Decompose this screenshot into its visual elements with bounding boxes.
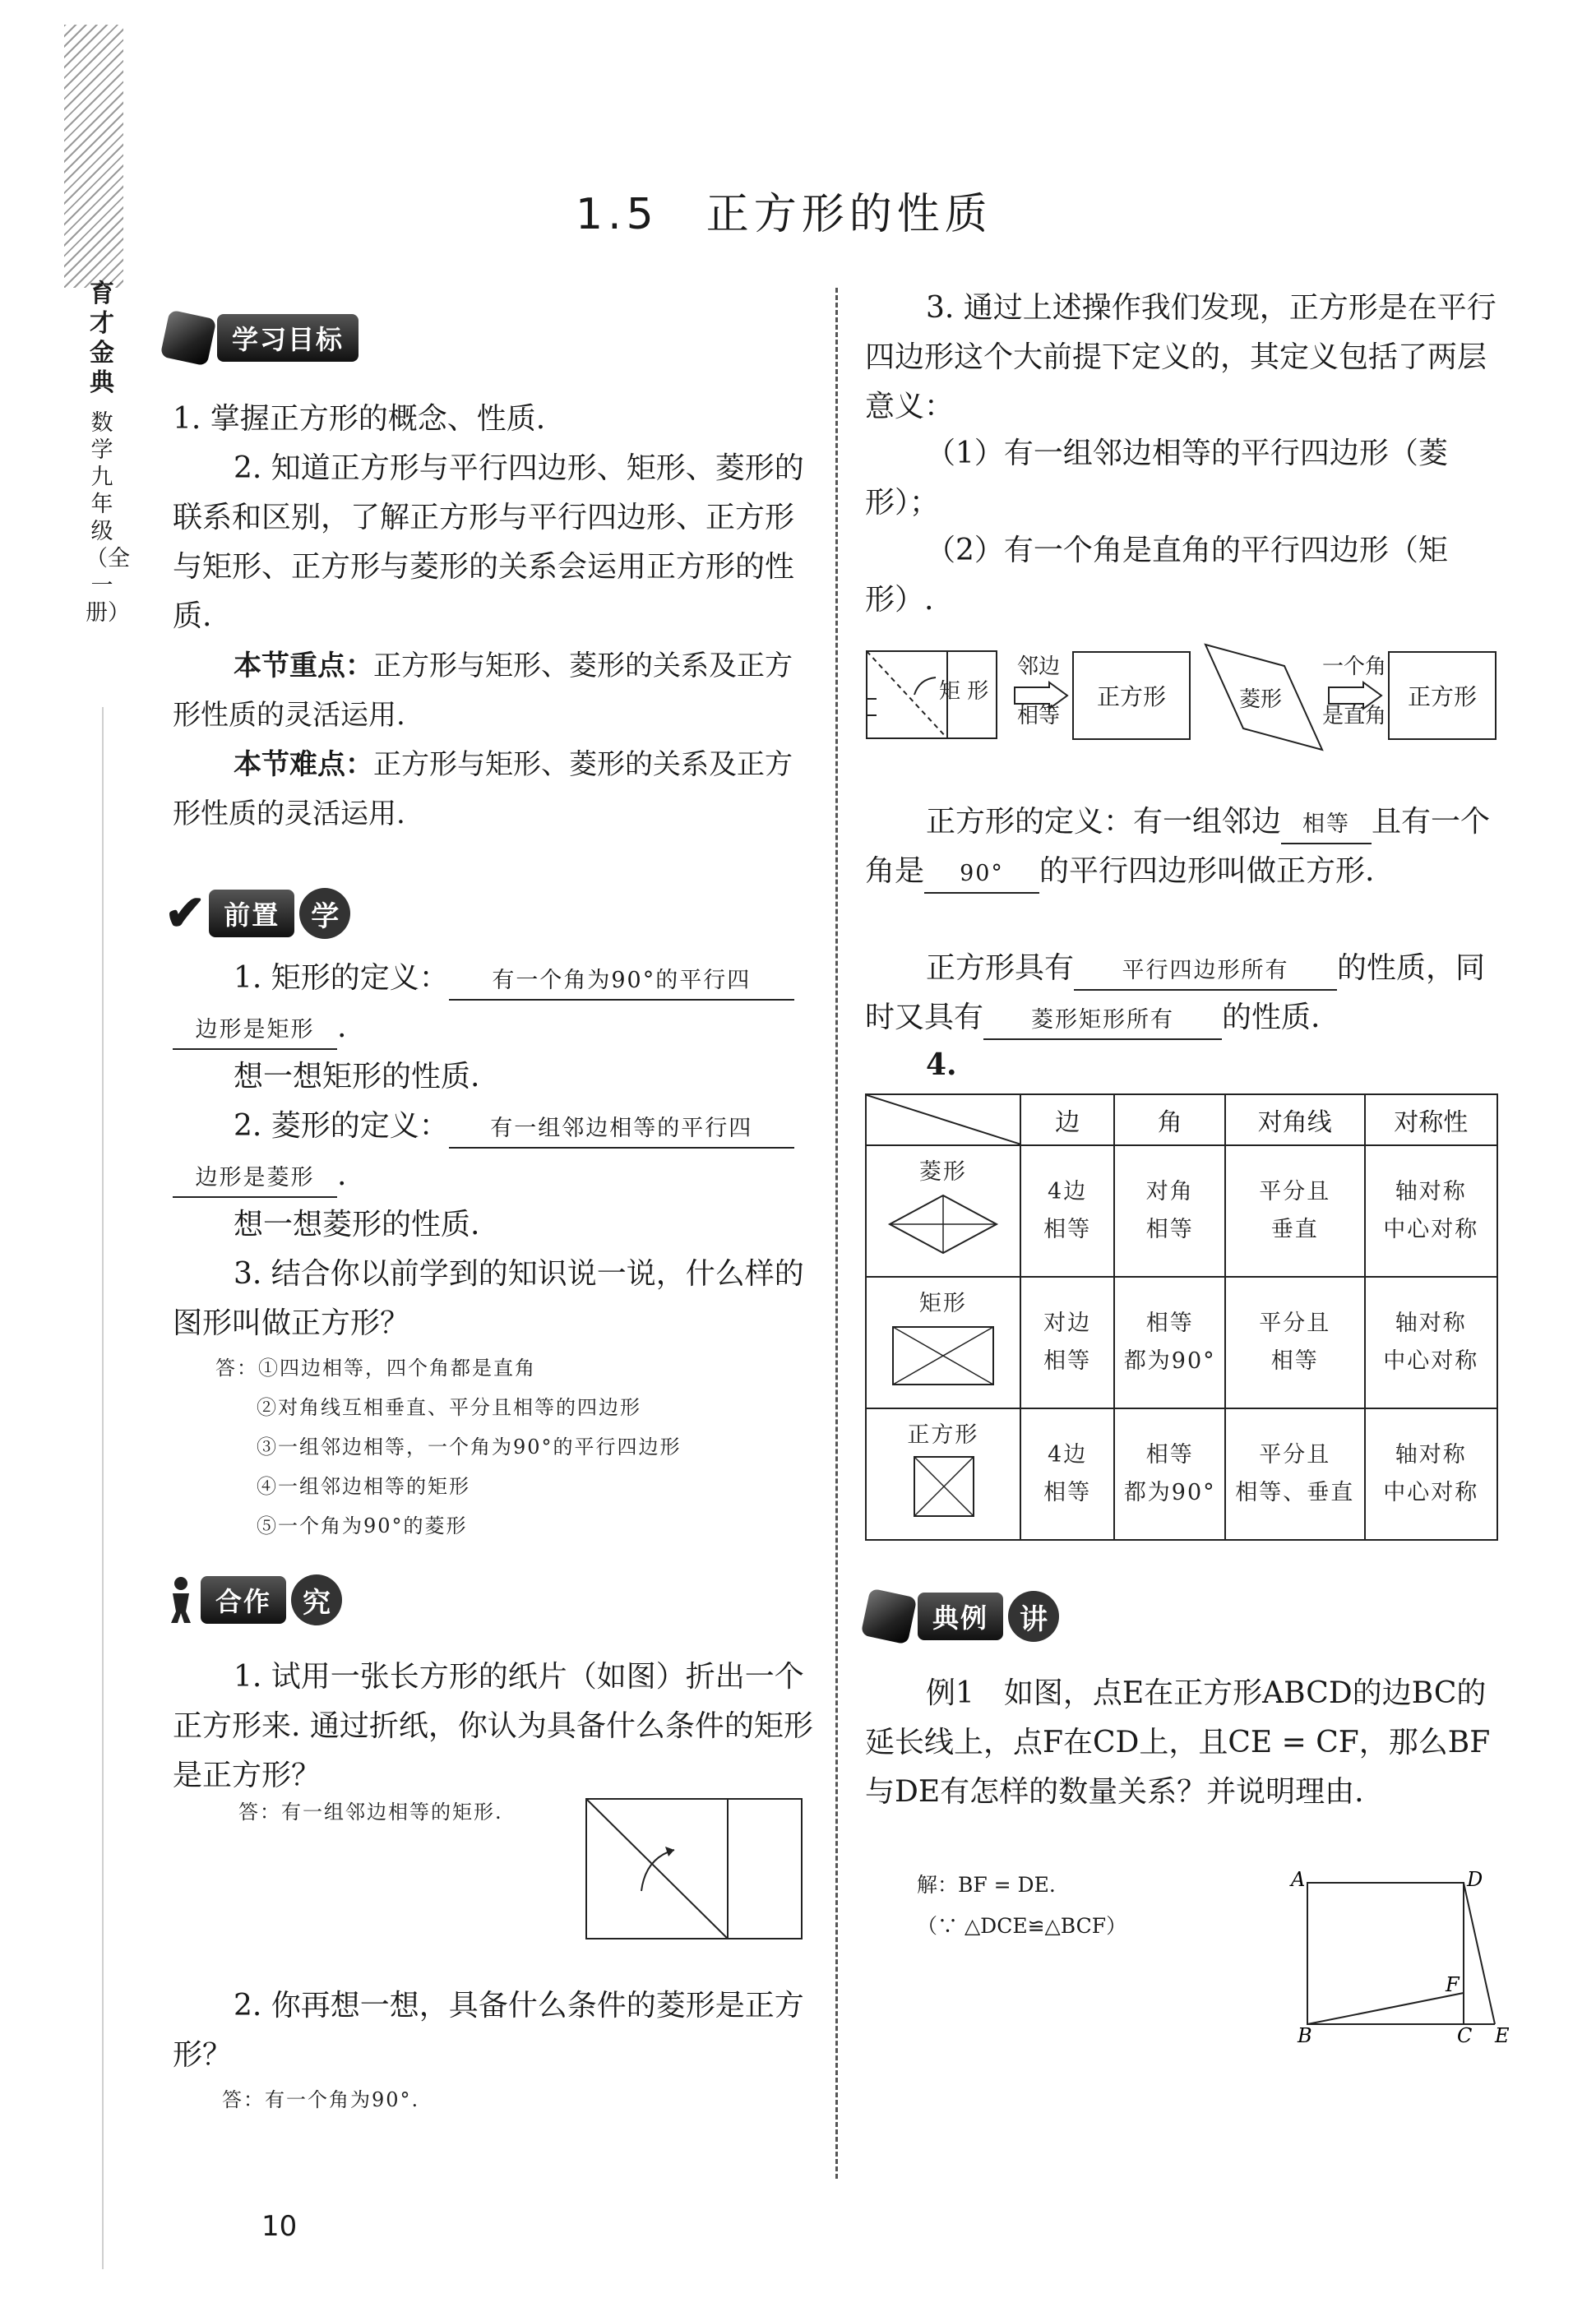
- example-geometry-figure: [1283, 1866, 1513, 2043]
- def-blank-2: 90°: [924, 856, 1039, 894]
- label-E: E: [1495, 2024, 1510, 2043]
- table-header-row: [866, 1094, 1497, 1145]
- label-C: C: [1457, 2024, 1473, 2043]
- coop-q2-answer: 答：有一个角为90°.: [222, 2088, 420, 2111]
- badge-goals: [164, 312, 359, 363]
- item-4: 4.: [926, 1047, 957, 1082]
- hard-point: [173, 740, 814, 839]
- label-B: B: [1298, 2024, 1312, 2043]
- badge-coop-label: 合作: [201, 1576, 286, 1624]
- page-title: 1.5 正方形的性质: [576, 190, 992, 239]
- goal-2-text: 2. 知道正方形与平行四边形、矩形、菱形的联系和区别，了解正方形与平行四边形、正方形与矩形、正方形与菱形的关系会运用正方形的性质.: [173, 451, 804, 633]
- table-shape-cell: [866, 1145, 1020, 1277]
- table-cell: [1365, 1277, 1497, 1408]
- has-blank-2: 菱形矩形所有: [983, 1002, 1222, 1040]
- example-answer-2: （∵ △DCE≌△BCF）: [917, 1914, 1127, 1938]
- table-shape-cell: [866, 1277, 1020, 1408]
- table-header: 边: [1020, 1094, 1115, 1145]
- badge-pre-label: 前置: [209, 890, 294, 937]
- cell-line: 中心对称: [1383, 1217, 1479, 1242]
- cell-line: 平分且: [1259, 1311, 1331, 1336]
- square-definition: [865, 798, 1506, 896]
- pre-q3-answers: [215, 1348, 682, 1546]
- coop-q1-answer: 答：有一组邻边相等的矩形.: [238, 1801, 503, 1824]
- pre-q3-answer: ④一组邻边相等的矩形: [257, 1475, 470, 1498]
- flow-rhombus-label: 菱形: [1239, 687, 1283, 712]
- table-cell: [1225, 1145, 1364, 1277]
- table-header: 对角线: [1225, 1094, 1364, 1145]
- sidebar-brand: 育才金典: [90, 280, 114, 397]
- pre-q3-answer: 答：①四边相等，四个角都是直角: [215, 1357, 536, 1380]
- key-point: [173, 641, 814, 740]
- key-point-label: 本节重点：: [234, 650, 373, 682]
- example-text: 例1 如图，点E在正方形ABCD的边BC的延长线上，点F在CD上，且CE = CF，那么BF与DE有怎样的数量关系？并说明理由.: [865, 1676, 1491, 1809]
- badge-coop: [164, 1574, 342, 1625]
- sidebar-line: [102, 707, 104, 2269]
- cell-line: 4边: [1048, 1179, 1088, 1204]
- table-row: [866, 1145, 1497, 1277]
- pre-q1-answer-b: 边形是矩形: [173, 1012, 337, 1050]
- pre-q1-answer-a: 有一个角为90°的平行四: [449, 963, 794, 1001]
- sidebar-subject: 数学 九年级（全一册）: [86, 410, 136, 626]
- right-p3-2: （2）有一个角是直角的平行四边形（矩形）.: [865, 534, 1448, 617]
- pre-q3-answer: ②对角线互相垂直、平分且相等的四边形: [257, 1396, 641, 1419]
- hard-point-label: 本节难点：: [234, 748, 373, 781]
- table-cell: [1114, 1277, 1225, 1408]
- table-cell: [1365, 1408, 1497, 1540]
- example-answer-1: 解：BF = DE.: [917, 1873, 1056, 1897]
- cell-line: 平分且: [1259, 1442, 1331, 1468]
- cell-line: 轴对称: [1395, 1311, 1467, 1336]
- label-F: F: [1446, 1973, 1460, 1996]
- right-p3-1: （1）有一组邻边相等的平行四边形（菱形）；: [865, 437, 1448, 520]
- cell-line: 轴对称: [1395, 1179, 1467, 1204]
- badge-example: [865, 1591, 1059, 1642]
- table-shape-cell: [866, 1408, 1020, 1540]
- coop-q2: 2. 你再想一想，具备什么条件的菱形是正方形？: [173, 1989, 804, 2072]
- badge-pre: [164, 885, 350, 942]
- pre-q1-prefix: 1. 矩形的定义：: [234, 961, 449, 995]
- def-c: 的平行四边形叫做正方形.: [1039, 854, 1375, 888]
- table-header: 对称性: [1365, 1094, 1497, 1145]
- pre-q2-answer-b: 边形是菱形: [173, 1160, 337, 1198]
- table-cell: [1020, 1277, 1115, 1408]
- rectangle-mini-figure: [881, 1319, 1005, 1393]
- table-cell: [1225, 1408, 1364, 1540]
- cell-line: 轴对称: [1395, 1442, 1467, 1468]
- paper-fold-figure: [580, 1792, 810, 1944]
- has-b: 的性质，同时又具有: [865, 951, 1486, 1034]
- table-cell: [1365, 1145, 1497, 1277]
- badge-coop-circle: 究: [291, 1574, 342, 1625]
- has-a: 正方形具有: [926, 951, 1075, 985]
- properties-table: [865, 1093, 1498, 1541]
- rhombus-mini-figure: [881, 1187, 1005, 1261]
- cell-line: 对角: [1145, 1179, 1194, 1204]
- figure-icon: [164, 1575, 197, 1625]
- flow-rect-label: 矩 形: [939, 679, 989, 704]
- def-b: 且有一个角是: [865, 805, 1491, 888]
- arrow-right-icon: [1013, 681, 1071, 710]
- table-row: [866, 1408, 1497, 1540]
- checkmark-icon: ✔: [164, 885, 206, 942]
- pre-q3: 3. 结合你以前学到的知识说一说，什么样的图形叫做正方形？: [173, 1257, 804, 1340]
- table-row: [866, 1277, 1497, 1408]
- pre-q2-prefix: 2. 菱形的定义：: [234, 1109, 449, 1143]
- flow-diagram: [865, 641, 1498, 756]
- row-name: 矩形: [918, 1291, 967, 1316]
- flow-arrow1-top: 邻边: [1017, 654, 1061, 679]
- decorative-stripes: [64, 25, 123, 288]
- cell-line: 4边: [1048, 1442, 1088, 1468]
- flow-square-1: 正方形: [1072, 651, 1191, 740]
- def-blank-1: 相等: [1281, 807, 1372, 844]
- table-cell: [1114, 1408, 1225, 1540]
- badge-goals-label: 学习目标: [217, 314, 359, 362]
- cell-line: 相等: [1145, 1311, 1194, 1336]
- cube-icon: [160, 310, 217, 367]
- flow-arrow2-top: 一个角: [1322, 654, 1387, 679]
- row-name: 菱形: [918, 1159, 967, 1185]
- badge-pre-circle: 学: [299, 888, 350, 939]
- pre-q3-answer: ⑤一个角为90°的菱形: [257, 1514, 468, 1537]
- goal-2: [112, 444, 814, 641]
- def-a: 正方形的定义：有一组邻边: [926, 805, 1282, 839]
- key-point-text: 正方形与矩形、菱形的关系及正方形性质的灵活运用.: [173, 650, 793, 732]
- table-cell: [1225, 1277, 1364, 1408]
- table-cell: [1020, 1408, 1115, 1540]
- goal-1: 1. 掌握正方形的概念、性质.: [173, 402, 546, 436]
- right-p3: 3. 通过上述操作我们发现，正方形是在平行四边形这个大前提下定义的，其定义包括了两层意义：: [865, 291, 1497, 423]
- pre-q2-answer-a: 有一组邻边相等的平行四: [449, 1111, 794, 1149]
- arrow-right-icon: [1327, 681, 1385, 710]
- cell-line: 对边: [1043, 1311, 1092, 1336]
- cube-icon: [861, 1588, 918, 1645]
- table-header-corner: [866, 1094, 1020, 1145]
- cell-line: 都为90°: [1123, 1480, 1216, 1505]
- table-cell: [1114, 1145, 1225, 1277]
- cell-line: 相等、垂直: [1235, 1480, 1355, 1505]
- cell-line: 相等: [1270, 1348, 1319, 1374]
- flow-arrow1-bottom: 相等: [1017, 704, 1061, 728]
- pre-q2: 2. 菱形的定义： 有一组邻边相等的平行四 边形是菱形 .: [173, 1102, 814, 1200]
- pre-q2-think: 想一想菱形的性质.: [234, 1208, 480, 1241]
- square-properties: [865, 944, 1506, 1043]
- table-header: 角: [1114, 1094, 1225, 1145]
- square-mini-figure: [881, 1450, 1005, 1524]
- column-divider: [835, 288, 838, 2179]
- page-number: 10: [261, 2210, 298, 2243]
- has-blank-1: 平行四边形所有: [1074, 953, 1337, 991]
- pre-q1: 1. 矩形的定义： 有一个角为90°的平行四 边形是矩形 .: [173, 954, 814, 1052]
- cell-line: 相等: [1043, 1480, 1092, 1505]
- cell-line: 垂直: [1270, 1217, 1319, 1242]
- cell-line: 都为90°: [1123, 1348, 1216, 1374]
- cell-line: 相等: [1145, 1217, 1194, 1242]
- cell-line: 相等: [1043, 1348, 1092, 1374]
- badge-example-circle: 讲: [1008, 1591, 1059, 1642]
- has-c: 的性质.: [1222, 1001, 1321, 1034]
- example-answer: [917, 1865, 1126, 1947]
- badge-example-label: 典例: [918, 1593, 1003, 1640]
- coop-q1: 1. 试用一张长方形的纸片（如图）折出一个正方形来. 通过折纸，你认为具备什么条件的矩形是正方形？: [173, 1660, 813, 1792]
- flow-square-2: 正方形: [1388, 651, 1497, 740]
- pre-q3-answer: ③一组邻边相等，一个角为90°的平行四边形: [257, 1436, 682, 1459]
- table-cell: [1020, 1145, 1115, 1277]
- cell-line: 相等: [1145, 1442, 1194, 1468]
- label-D: D: [1467, 1868, 1483, 1891]
- cell-line: 中心对称: [1383, 1480, 1479, 1505]
- cell-line: 相等: [1043, 1217, 1092, 1242]
- cell-line: 中心对称: [1383, 1348, 1479, 1374]
- row-name: 正方形: [907, 1422, 979, 1448]
- pre-q1-think: 想一想矩形的性质.: [234, 1060, 480, 1093]
- hard-point-text: 正方形与矩形、菱形的关系及正方形性质的灵活运用.: [173, 748, 793, 830]
- label-A: A: [1291, 1868, 1306, 1891]
- cell-line: 平分且: [1259, 1179, 1331, 1204]
- flow-arrow2-bottom: 是直角: [1322, 704, 1387, 728]
